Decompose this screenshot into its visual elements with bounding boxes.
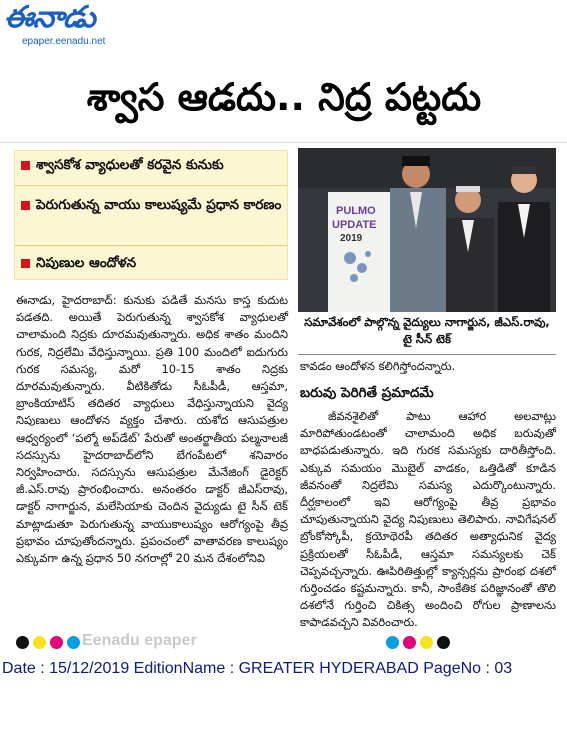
page-headline: శ్వాస ఆడదు.. నిద్ర పట్టదు — [86, 75, 482, 119]
header-divider — [0, 142, 567, 143]
article-paragraph: జీవనశైలితో పాటు ఆహార అలవాట్లు మారిపోతుండటంతో చాలామంది అధిక బరువుతో బాధపడుతున్నారు. ఇది గురక సమస్యకు దారితీస్తోంది. ఎక్కువ సమయం మొబైల్‌ వాడకం, ఒత్తిడితో కూడిన జీవనంతో నిద్రలేమి సమస్య ఎదుర్కొంటున్నారు. దీర్ఘకాలంలో ఇవి ఆరోగ్యంపై తీవ్ర ప్రభావం చూపుతున్నాయని వైద్య నిపుణులు తెలిపారు. నావిగేషనల్‌ బ్రోంకోస్కోపీ, క్రయోథెరపీ తదితర అత్యాధునిక వైద్య ప్రక్రియలతో సీఓపీడీ, ఆస్తమా సమస్యలకు చెక్‌ చెప్పవచ్చన్నారు. ఊపిరితిత్తుల్లో క్యాన్సర్లను ప్రారంభ దశలో గుర్తించడం కష్టమన్నారు. కానీ, సాంకేతిక పరిజ్ఞానంతో తొలి దశలోనే గుర్తించి చికిత్స అందించి రోగుల ప్రాణాలను కాపాడవచ్చని వివరించారు. — [300, 409, 556, 630]
event-photo — [298, 148, 556, 312]
registration-dot — [403, 636, 416, 649]
bullet-square-icon — [21, 161, 30, 170]
highlight-text: శ్వాసకోశ వ్యాధులతో కరవైన కునుకు — [36, 157, 224, 173]
banner-text: 2019 — [340, 233, 363, 244]
banner-text: PULMO — [336, 205, 376, 217]
color-registration-marks — [16, 636, 80, 649]
registration-dot — [420, 636, 433, 649]
color-registration-marks — [386, 636, 450, 649]
banner-text: UPDATE — [332, 219, 377, 231]
divider — [15, 185, 287, 186]
registration-dot — [33, 636, 46, 649]
masthead-url: epaper.eenadu.net — [22, 36, 106, 47]
registration-dot — [67, 636, 80, 649]
article-body-left — [16, 292, 288, 567]
watermark: Eenadu epaper — [82, 632, 197, 649]
registration-dot — [386, 636, 399, 649]
highlights-box — [14, 150, 288, 280]
highlight-item — [21, 253, 283, 273]
highlight-text: నిపుణుల ఆందోళన — [36, 255, 137, 271]
registration-dot — [50, 636, 63, 649]
article-body-right — [300, 408, 556, 632]
article-continuation: కావడం ఆందోళన కలిగిస్తోందన్నారు. — [300, 359, 456, 373]
divider — [298, 354, 556, 355]
edition-dateline: Date : 15/12/2019 EditionName : GREATER HYDERABAD PageNo : 03 — [2, 660, 513, 677]
photo-caption: సమావేశంలో పాల్గొన్న వైద్యులు నాగార్జున, జీఎస్‌.రావు, టై సీన్‌ టెక్‌ — [304, 315, 550, 346]
highlight-text: పెరుగుతున్న వాయు కాలుష్యమే ప్రధాన కారణం — [36, 197, 282, 213]
highlight-item — [21, 195, 283, 215]
registration-dot — [16, 636, 29, 649]
registration-dot — [437, 636, 450, 649]
bullet-square-icon — [21, 201, 30, 210]
print-footer — [0, 626, 567, 662]
event-photo-illustration — [298, 148, 556, 312]
masthead-title: ఈనాడు — [4, 0, 95, 35]
masthead-logo[interactable] — [4, 2, 144, 52]
highlight-item — [21, 155, 283, 175]
article-paragraph: ఈనాడు, హైదరాబాద్‌: కునుకు పడితే మనసు కాస్త కుదుట పడతది. అయితే పెరుగుతున్న శ్వాసకోశ వ్యాధులతో చాలామంది నిద్రకు దూరమవుతున్నారు. అధిక శాతం మందిని గురక, నిద్రలేమి వేధిస్తున్నాయి. ప్రతి 100 మందిలో ఐదుగురు గురక సమస్య, మరో 10-15 శాతం నిద్రకు దూరమవుతున్నారు. వీటికితోడు సీఓపీడీ, ఆస్తమా, బ్రాంకియాటిస్‌ తదితర వ్యాధులు వేధిస్తున్నాయని వైద్య నిపుణులు ఆందోళన వ్యక్తం చేశారు. యశోద ఆసుపత్రుల ఆధ్వర్యంలో ‘పల్మో అప్‌డేట్‌’ పేరుతో అంతర్జాతీయ పల్మనాలజీ సదస్సును హైదరాబాద్‌లోని బేగంపేటలో శనివారం నిర్వహించారు. సదస్సును ఆసుపత్రుల మేనేజింగ్‌ డైరెక్టర్‌ జీ.ఎస్‌.రావు ప్రారంభించారు. అనంతరం డాక్టర్‌ జీఎస్‌రావు, డాక్టర్‌ నాగార్జున, మలేసియాకు చెందిన వైద్యుడు టై సీన్‌ టెక్‌ మాట్లాడుతూ పెరుగుతున్న వాయుకాలుష్యం ఆరోగ్యంపై తీవ్ర ప్రభావం చూపుతోందన్నారు. ప్రపంచంలో వాతావరణ కాలుష్యం ఎక్కువగా ఉన్న ప్రధాన 50 నగరాల్లో 20 మన దేశంలోనివి — [16, 293, 288, 566]
divider — [15, 245, 287, 246]
article-subhead: బరువు పెరిగితే ప్రమాదమే — [300, 385, 434, 401]
bullet-square-icon — [21, 259, 30, 268]
